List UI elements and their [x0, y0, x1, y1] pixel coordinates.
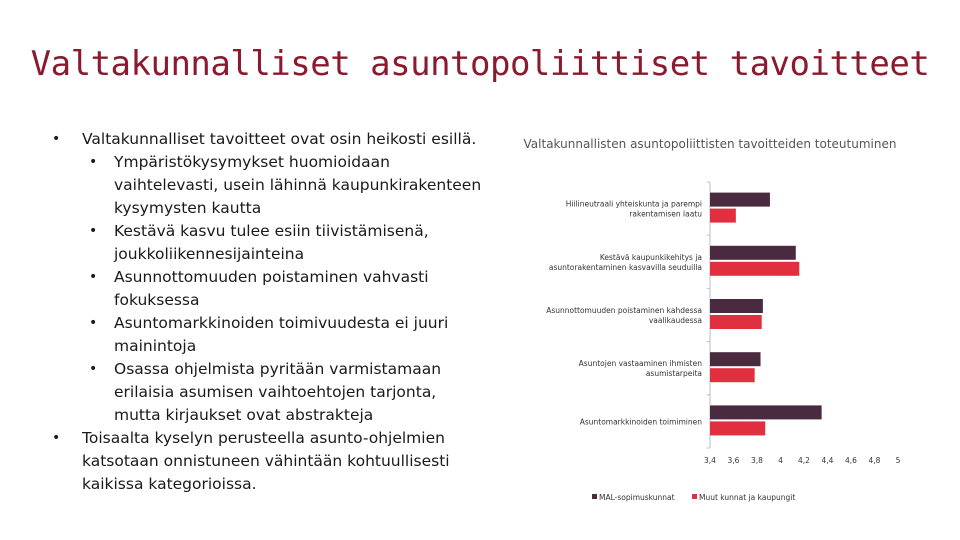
category-label: Hiilineutraali yhteiskunta ja parempi rakentamisen laatu [565, 199, 702, 219]
x-tick-label: 3,8 [751, 456, 763, 465]
bar-mal [710, 405, 822, 419]
legend-label: Muut kunnat ja kaupungit [699, 493, 796, 502]
x-tick-label: 4,4 [821, 456, 834, 465]
bar-mal [710, 246, 796, 260]
slide-title: Valtakunnalliset asuntopoliittiset tavoitteet [30, 44, 930, 84]
bar-muut [710, 262, 799, 276]
sub-bullet-item: • Ympäristökysymykset huomioidaan vaihtelevasti, usein lähinnä kaupunkirakenteen kysymysten kautta [52, 151, 482, 220]
x-tick-label: 4,8 [868, 456, 881, 465]
sub-bullet-item: • Asuntomarkkinoiden toimivuudesta ei juuri mainintoja [52, 312, 482, 358]
category-label: Kestävä kaupunkikehitys ja asuntorakentaminen kasvavilla seuduilla [548, 252, 702, 272]
x-tick-label: 3,4 [704, 456, 716, 465]
bullet-item: • Toisaalta kyselyn perusteella asunto-ohjelmien katsotaan onnistuneen vähintään kohtuullisesti kaikissa kategorioissa. [52, 427, 482, 496]
category-label: Asuntojen vastaaminen ihmisten asumistarpeita [578, 359, 702, 379]
bar-muut [710, 368, 755, 382]
sub-bullet-item: • Kestävä kasvu tulee esiin tiivistämisenä, joukkoliikennesijainteina [52, 220, 482, 266]
sub-bullet-item: • Osassa ohjelmista pyritään varmistamaan erilaisia asumisen vaihtoehtojen tarjonta, mutta kirjaukset ovat abstrakteja [52, 358, 482, 427]
bullet-list [52, 128, 482, 496]
x-tick-label: 3,6 [727, 456, 740, 465]
x-tick-label: 4 [778, 456, 783, 465]
bar-muut [710, 315, 762, 329]
bar-mal [710, 299, 763, 313]
legend-swatch [692, 494, 697, 499]
legend-label: MAL-sopimuskunnat [599, 493, 675, 502]
bar-mal [710, 352, 761, 366]
legend-swatch [592, 494, 597, 499]
bullet-item: • Valtakunnalliset tavoitteet ovat osin heikosti esillä. [52, 128, 482, 151]
category-label: Asunnottomuuden poistaminen kahdessa vaalikaudessa [546, 306, 702, 325]
category-label: Asuntomarkkinoiden toimiminen [579, 417, 702, 427]
chart-title: Valtakunnallisten asuntopoliittisten tavoitteiden toteutuminen [523, 137, 897, 151]
chart [500, 130, 920, 520]
bar-muut [710, 209, 736, 223]
bar-mal [710, 193, 770, 207]
x-tick-label: 4,2 [798, 456, 810, 465]
chart-plot [500, 130, 920, 520]
sub-bullet-item: • Asunnottomuuden poistaminen vahvasti fokuksessa [52, 266, 482, 312]
bar-muut [710, 421, 765, 435]
x-tick-label: 5 [895, 456, 901, 465]
x-tick-label: 4,6 [845, 456, 857, 465]
